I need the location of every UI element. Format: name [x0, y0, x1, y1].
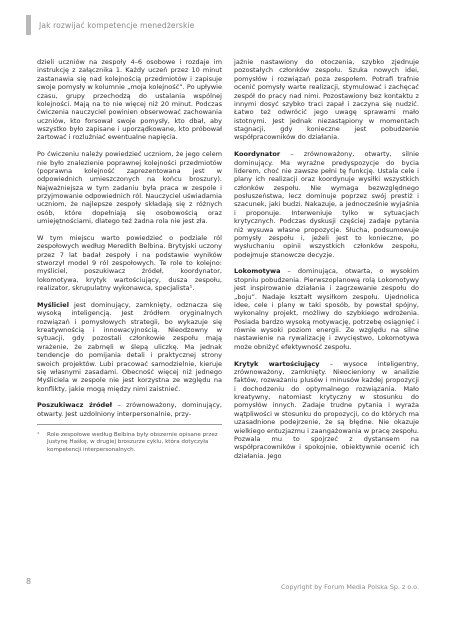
paragraph: Po ćwiczeniu należy powiedzieć uczniom, że jego celem nie było znalezienie poprawnej kolejności przedmiotów (poprawna kolejność zaprezentowana jest w odpowiednich umieszczonych na końcu broszury). Najważniejsza w tym zadaniu była praca w zespole i przyjmowanie odpowiednich ról. Nauczyciel uświadamia uczniom, że najlepsze zespoły składają się z różnych osób, które dopełniają się osobowością oraz umiejętnościami, dlatego też żadna rola nie jest zła.: [37, 150, 222, 226]
role-description: – zrównoważony, dominujący, otwarty. Jest uzdolniony interpersonalnie, przy-: [37, 401, 222, 418]
footnote-mark: ¹: [37, 432, 40, 439]
role-entry-poszukiwacz: [37, 401, 222, 418]
paragraph: W tym miejscu warto powiedzieć o podziale ról zespołowych według Meredith Belbina. Brytyjski uczony przez 7 lat badał zespoły i na podstawie wyników stworzył model 9 ról zespołowych. Te role to kolejno: myśliciel, poszukiwacz źródeł, koordynator, lokomotywa, krytyk wartościujący, dusza zespołu, realizator, skrupulatny wykonawca, specjalista¹.: [37, 233, 222, 293]
header-accent-bar: [26, 15, 31, 35]
left-column: [37, 58, 222, 460]
body-columns: [37, 58, 419, 460]
copyright-notice: Copyright by Forum Media Polska Sp. z o.o.: [280, 583, 419, 591]
running-header: [26, 15, 194, 35]
paragraph: dzieli uczniów na zespoły 4–6 osobowe i rozdaje im instrukcję z załącznika 1. Każdy uczeń przez 10 minut zastanawia się nad kolejnością przedmiotów i zapisuje swoje pomysły w kolumnie „moja kolejność”. Po upływie czasu, grupy przechodzą do ustalania wspólnej kolejności. Mają na to nie więcej niż 20 minut. Podczas ćwiczenia nauczyciel powinien obserwować zachowania uczniów, kto forsował swoje pomysły, kto dbał, aby wszystko było zapisane i uporządkowane, kto próbował żartować i rozluźniać ewentualne napięcia.: [37, 58, 222, 142]
role-entry-lokomotywa: [234, 267, 419, 351]
page-number: 8: [26, 577, 32, 586]
paragraph: jaźnie nastawiony do otoczenia, szybko zjednuje pozostałych członków zespołu. Szuka nowych idei, pomysłów i rozwiązań poza zespołem. Potrafi trafnie ocenić pomysły warte realizacji, stymulować i zachęcać zespół do pracy nad nimi. Pozostawiony bez kontaktu z innymi dosyć szybko traci zapał i zaczyna się nudzić. Łatwo też odwrócić jego uwagę sprawami mało istotnymi. Jest jednak niezastąpiony w momentach stagnacji, gdy konieczne jest pobudzenie współpracowników do działania.: [234, 58, 419, 142]
role-term: Lokomotywa: [234, 267, 281, 276]
role-term: Krytyk wartościujący: [234, 359, 320, 368]
role-entry-myslicel: [37, 301, 222, 393]
role-entry-krytyk: [234, 360, 419, 461]
header-title: Jak rozwijać kompetencje menedżerskie: [39, 20, 195, 30]
role-term: Myśliciel: [37, 300, 69, 309]
role-description: jest dominujący, zamknięty, odznacza się wysoką inteligencją. Jest źródłem oryginalnych rozwiązań i pomysłowych strategii, bo wykazuje się kreatywnością i innowacyjnością. Nieodzowny w sytuacji, gdy pozostali członkowie zespołu mają wrażenie, że zabrnęli w ślepą uliczkę. Ma jednak tendencje do pomijania detali i praktycznej strony swoich projektów. Lubi pracować samodzielnie, kieruje się własnymi zasadami. Obecność więcej niż jednego Myśliciela w zespole nie jest korzystna ze względu na konflikty, jakie mogą między nimi zaistnieć.: [37, 300, 222, 393]
role-description: – zrównoważony, otwarty, silnie dominujący. Ma wyraźne predyspozycje do bycia liderem, choć nie zawsze pełni tę funkcję. Ustala cele i plany ich realizacji oraz koordynuje wysiłki wszystkich członków zespołu. Nie wymaga bezwzględnego posłuszeństwa, lecz dominuje poprzez swój prestiż i szacunek, jaki budzi. Nakazuje, a jednocześnie wyjaśnia i proponuje. Interweniuje tylko w sytuacjach krytycznych. Podczas dyskusji częściej zadaje pytania niż wysuwa własne propozycje. Słucha, podsumowuje pomysły zespołu i, jeżeli jest to konieczne, po wysłuchaniu opinii wszystkich członków zespołu, podejmuje stanowcze decyzje.: [234, 150, 419, 259]
footnote-text: Role zespołowe według Belbina były obszernie opisane przez Justynę Haśkę, w drugiej broszurze cyklu, która dotyczyła kompetencji interpersonalnych.: [47, 432, 218, 453]
role-description: – dominująca, otwarta, o wysokim stopniu pobudzenia. Pierwszoplanową rolą Lokomotywy jest inspirowanie działania i zagrzewanie zespołu do „boju”. Nadaje kształt wysiłkom zespołu. Ujednolica idee, cele i plany w taki sposób, by powstał spójny, wykonalny projekt, możliwy do szybkiego wdrożenia. Posiada bardzo wysoką motywację, potrzebę osiągnięć i równie wysoki poziom energii. Ze względu na silne nastawienie na rywalizację i zwycięstwo, Lokomotywa może obniżyć efektywność zespołu.: [234, 267, 419, 351]
right-column: [234, 58, 419, 460]
role-term: Poszukiwacz źródeł: [37, 401, 113, 410]
role-description: – wysoce inteligentny, zrównoważony, zamknięty. Nieocieniony w analizie faktów, rozważaniu plusów i minusów każdej propozycji i dochodzeniu do optymalnego rozwiązania. Mało kreatywny, natomiast krytyczny w stosunku do pomysłów innych. Zadaje trudne pytania i wyraża wątpliwości w stosunku do propozycji, co do których ma uzasadnione podejrzenie, że są błędne. Nie okazuje wielkiego entuzjazmu i zaangażowania w pracę zespołu. Pozwala mu to spojrzeć z dystansem na współpracowników i spokojnie, obiektywnie ocenić ich działania. Jego: [234, 359, 419, 460]
role-entry-koordynator: [234, 150, 419, 259]
role-term: Koordynator: [234, 150, 281, 159]
footnote: [37, 424, 222, 454]
